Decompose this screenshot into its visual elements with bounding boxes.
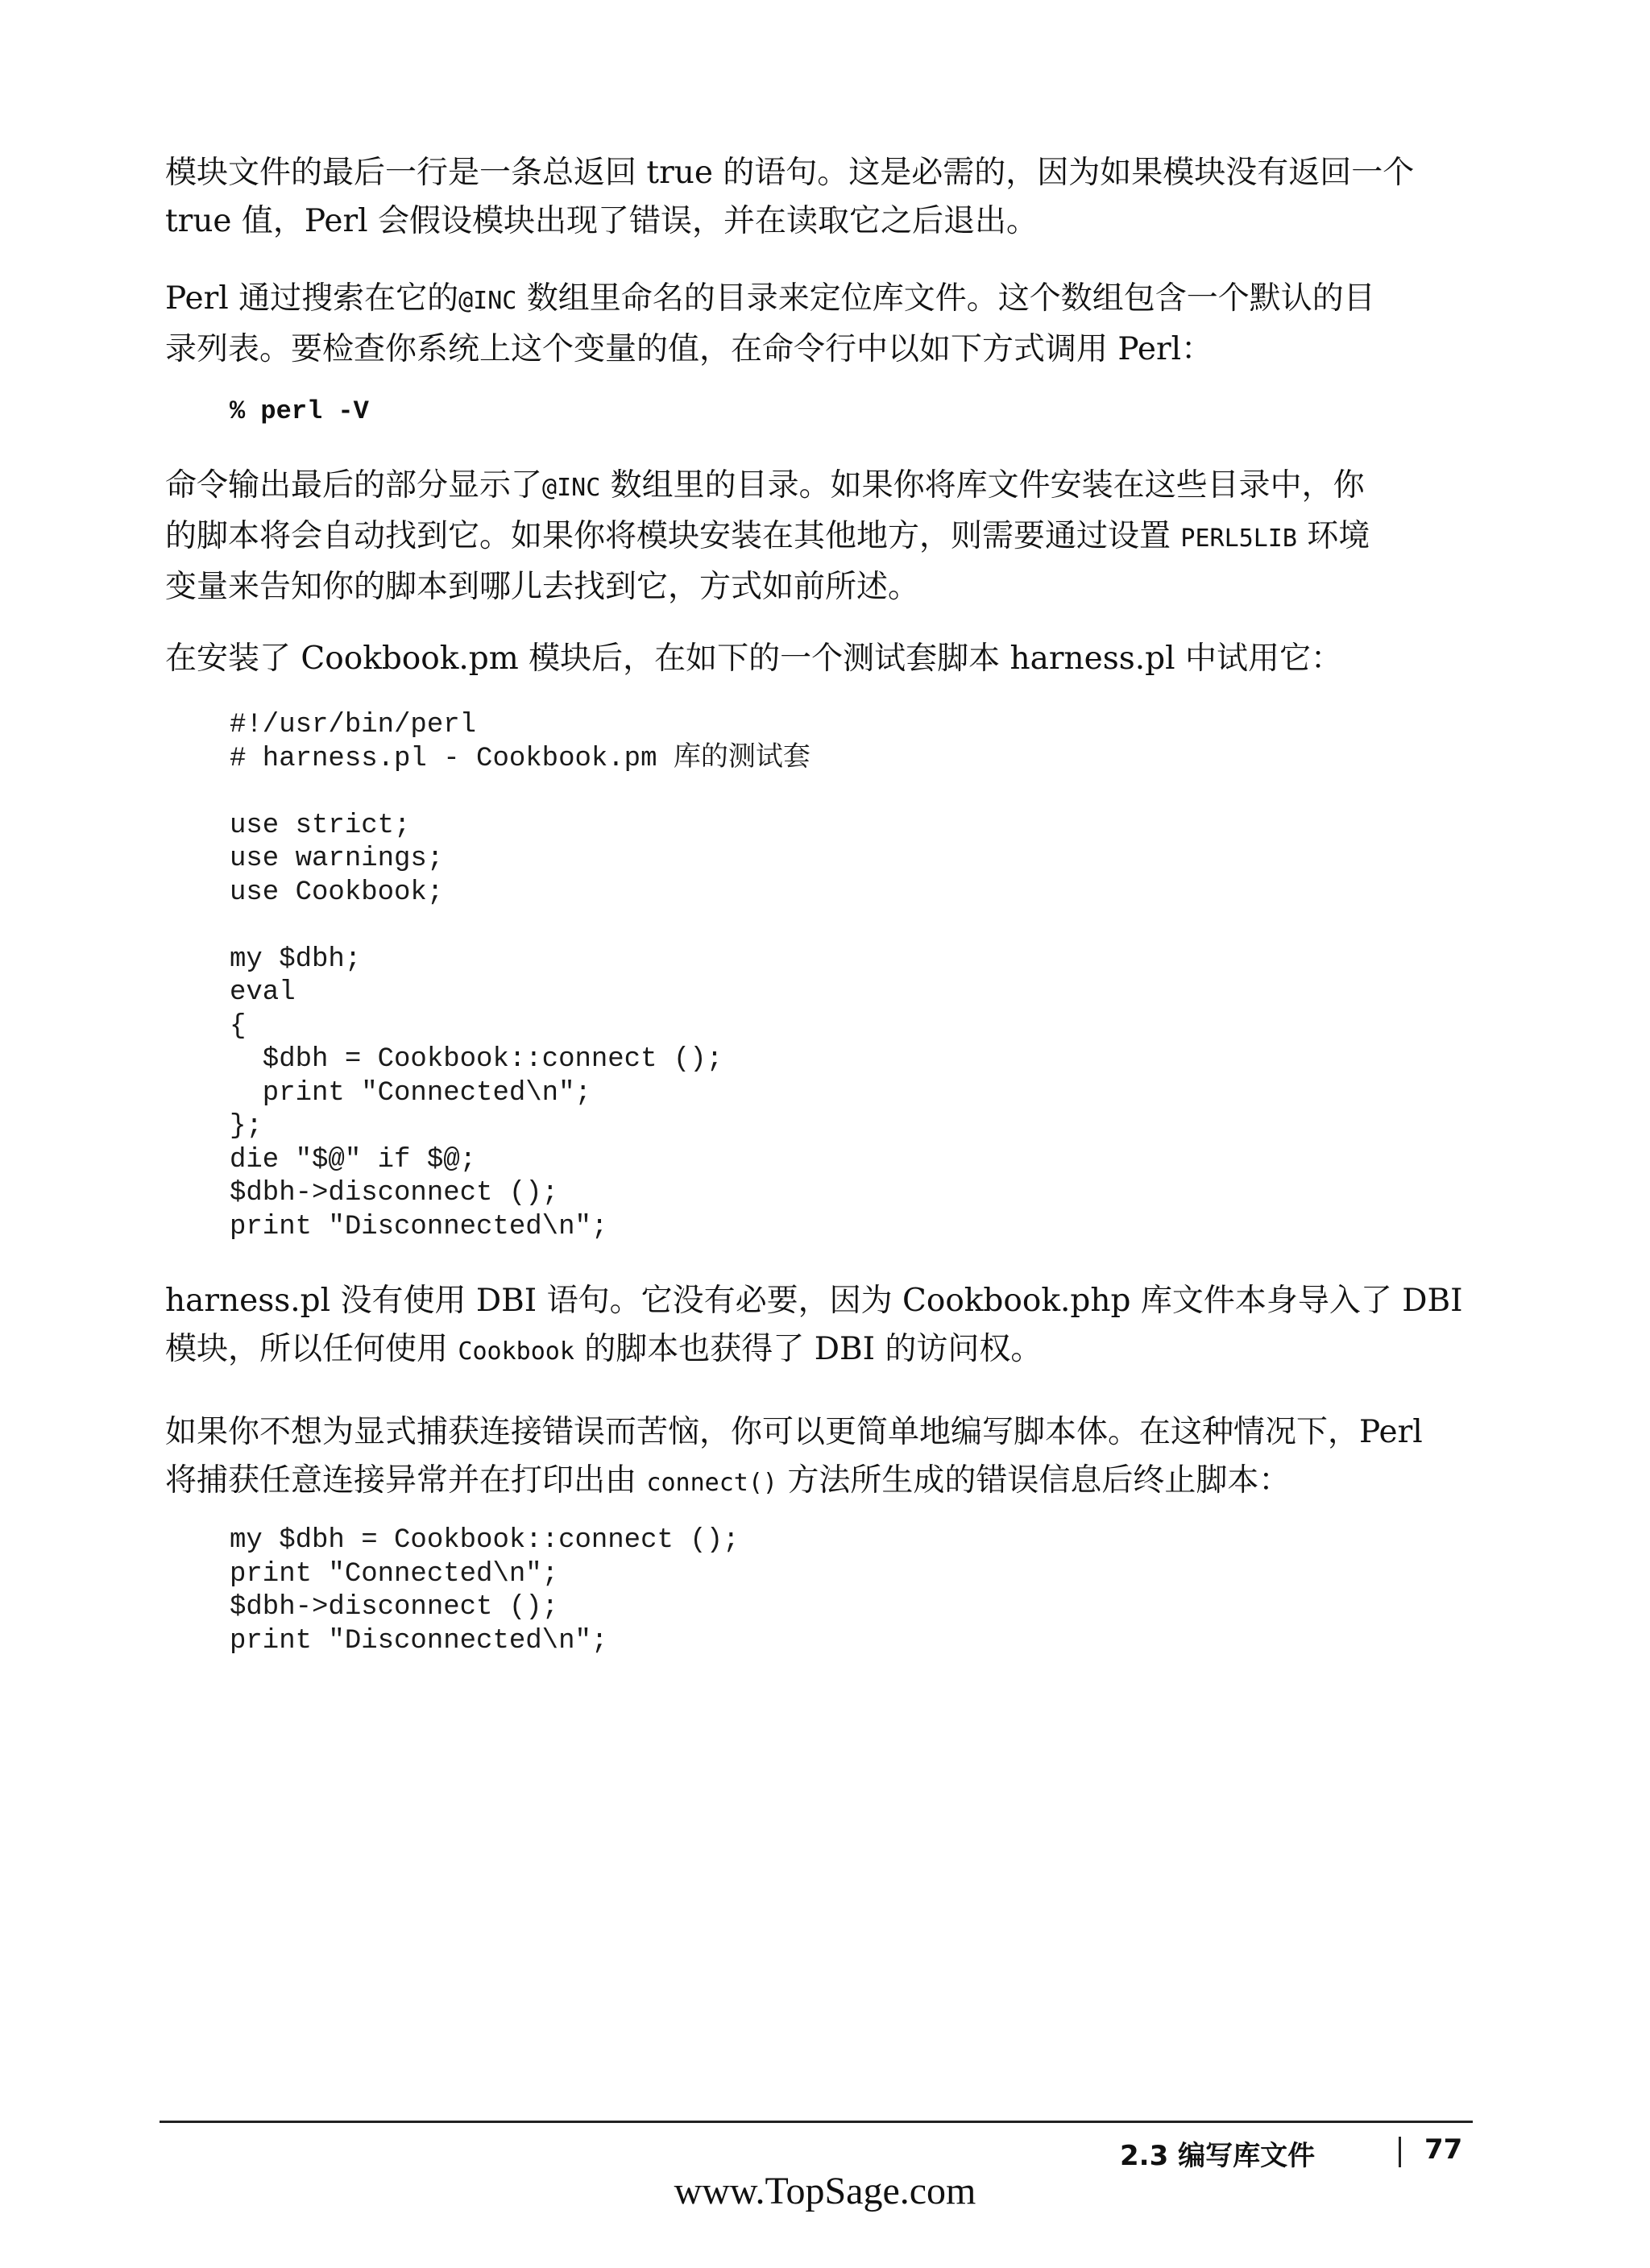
code-line: $dbh->disconnect (); xyxy=(230,1592,559,1623)
paragraph-module-return-true xyxy=(165,149,1454,246)
code-line: # harness.pl - Cookbook.pm 库的测试套 xyxy=(230,743,810,774)
text-line: harness.pl 没有使用 DBI 语句。它没有必要，因为 Cookbook.php 库文件本身导入了 DBI xyxy=(165,1283,1463,1319)
code-line: eval xyxy=(230,977,296,1008)
page-number: 77 xyxy=(1424,2133,1463,2166)
watermark-url: www.TopSage.com xyxy=(674,2170,976,2212)
paragraph-harness-intro xyxy=(165,635,1454,683)
code-line: my $dbh = Cookbook::connect (); xyxy=(230,1525,740,1556)
code-line: #!/usr/bin/perl xyxy=(230,710,477,740)
text-line: 命令输出最后的部分显示了@INC 数组里的目录。如果你将库文件安装在这些目录中，你 xyxy=(165,467,1365,504)
paragraph-inc-search xyxy=(165,275,1454,374)
command-line-example: % perl -V xyxy=(230,396,369,426)
code-line: $dbh = Cookbook::connect (); xyxy=(230,1044,723,1075)
paragraph-dbi-import xyxy=(165,1277,1463,1376)
code-line: print "Disconnected\n"; xyxy=(230,1625,608,1656)
text-line: Perl 通过搜索在它的@INC 数组里命名的目录来定位库文件。这个数组包含一个默认的目 xyxy=(165,280,1375,317)
footer-separator xyxy=(1399,2137,1401,2167)
text-line: 如果你不想为显式捕获连接错误而苦恼，你可以更简单地编写脚本体。在这种情况下，Perl xyxy=(165,1414,1423,1450)
code-line: print "Disconnected\n"; xyxy=(230,1211,608,1242)
paragraph-simpler-script xyxy=(165,1408,1454,1507)
text-line: 变量来告知你的脚本到哪儿去找到它，方式如前所述。 xyxy=(165,569,920,605)
inline-code: connect() xyxy=(646,1469,777,1497)
inline-code: @INC xyxy=(458,287,517,315)
code-line: { xyxy=(230,1010,247,1042)
code-line: use warnings; xyxy=(230,844,444,874)
text-line: true 值，Perl 会假设模块出现了错误，并在读取它之后退出。 xyxy=(165,203,1038,239)
text-line: 模块，所以任何使用 Cookbook 的脚本也获得了 DBI 的访问权。 xyxy=(165,1331,1043,1367)
code-block-harness xyxy=(230,709,810,1244)
code-line xyxy=(230,910,810,943)
code-line: my $dbh; xyxy=(230,943,362,975)
code-line: use Cookbook; xyxy=(230,877,444,908)
code-block-simple xyxy=(230,1524,740,1658)
text-line: 录列表。要检查你系统上这个变量的值，在命令行中以如下方式调用 Perl： xyxy=(165,331,1213,367)
text-line: 的脚本将会自动找到它。如果你将模块安装在其他地方，则需要通过设置 PERL5LIB 环境 xyxy=(165,518,1370,554)
text-line: 模块文件的最后一行是一条总返回 true 的语句。这是必需的，因为如果模块没有返回一个 xyxy=(165,155,1415,191)
code-line: use strict; xyxy=(230,810,411,841)
inline-code: Cookbook xyxy=(458,1337,574,1366)
code-line: $dbh->disconnect (); xyxy=(230,1178,559,1209)
inline-code: PERL5LIB xyxy=(1180,525,1297,553)
footer-rule xyxy=(160,2121,1473,2123)
text-line: 在安装了 Cookbook.pm 模块后，在如下的一个测试套脚本 harness.pl 中试用它： xyxy=(165,641,1342,677)
text-line: 将捕获任意连接异常并在打印出由 connect() 方法所生成的错误信息后终止脚本： xyxy=(165,1462,1291,1499)
footer-section-title: 2.3 编写库文件 xyxy=(1120,2140,1316,2172)
code-line: die "$@" if $@; xyxy=(230,1144,477,1175)
code-line: print "Connected\n"; xyxy=(230,1077,591,1109)
paragraph-inc-output xyxy=(165,462,1454,612)
code-line: }; xyxy=(230,1111,263,1142)
inline-code: @INC xyxy=(542,474,601,502)
code-line: print "Connected\n"; xyxy=(230,1558,559,1590)
code-line xyxy=(230,776,810,810)
